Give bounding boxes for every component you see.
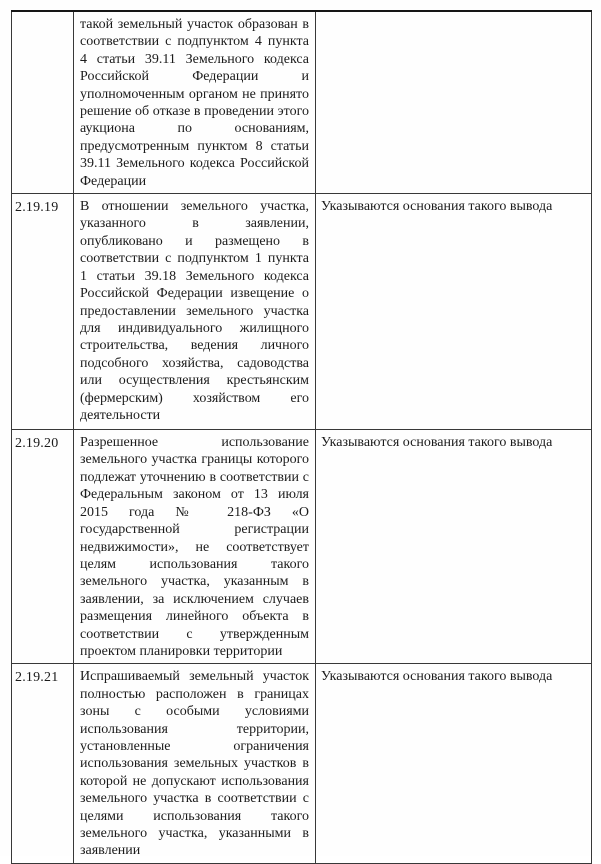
row-description-cell: такой земельный участок образован в соответствии с подпунктом 4 пункта 4 статьи 39.11 Земельного кодекса Российской Федерации и уполномоченным органом не принято решение об отказе в проведении этого аукциона по основаниям, предусмотренным пунктом 8 статьи 39.11 Земельного кодекса Российской Федерации	[74, 11, 316, 194]
table-row	[12, 194, 592, 430]
row-basis-cell: Указываются основания такого вывода	[316, 664, 592, 863]
row-number-cell: 2.19.19	[12, 194, 74, 430]
row-number-cell: 2.19.21	[12, 664, 74, 863]
row-description-cell: Испрашиваемый земельный участок полностью расположен в границах зоны с особыми условиями использования территории, установленные ограничения использования земельных участков в которой не допускают использования земельного участка в соответствии с целями использования такого земельного участка, указанными в заявлении	[74, 664, 316, 863]
table-row	[12, 11, 592, 194]
row-description-cell: В отношении земельного участка, указанного в заявлении, опубликовано и размещено в соответствии с подпунктом 1 пункта 1 статьи 39.18 Земельного кодекса Российской Федерации извещение о предоставлении земельного участка для индивидуального жилищного строительства, ведения личного подсобного хозяйства, садоводства или осуществления крестьянским (фермерским) хозяйством его деятельности	[74, 194, 316, 430]
table-row	[12, 664, 592, 863]
row-number-cell	[12, 11, 74, 194]
row-basis-cell: Указываются основания такого вывода	[316, 430, 592, 664]
row-basis-cell	[316, 11, 592, 194]
row-number-cell: 2.19.20	[12, 430, 74, 664]
row-basis-cell: Указываются основания такого вывода	[316, 194, 592, 430]
table-row	[12, 430, 592, 664]
refusal-grounds-table	[11, 10, 592, 864]
row-description-cell: Разрешенное использование земельного участка границы которого подлежат уточнению в соответствии с Федеральным законом от 13 июля 2015 года № 218-ФЗ «О государственной регистрации недвижимости», не соответствует целям использования такого земельного участка, указанным в заявлении, за исключением случаев размещения линейного объекта в соответствии с утвержденным проектом планировки территории	[74, 430, 316, 664]
